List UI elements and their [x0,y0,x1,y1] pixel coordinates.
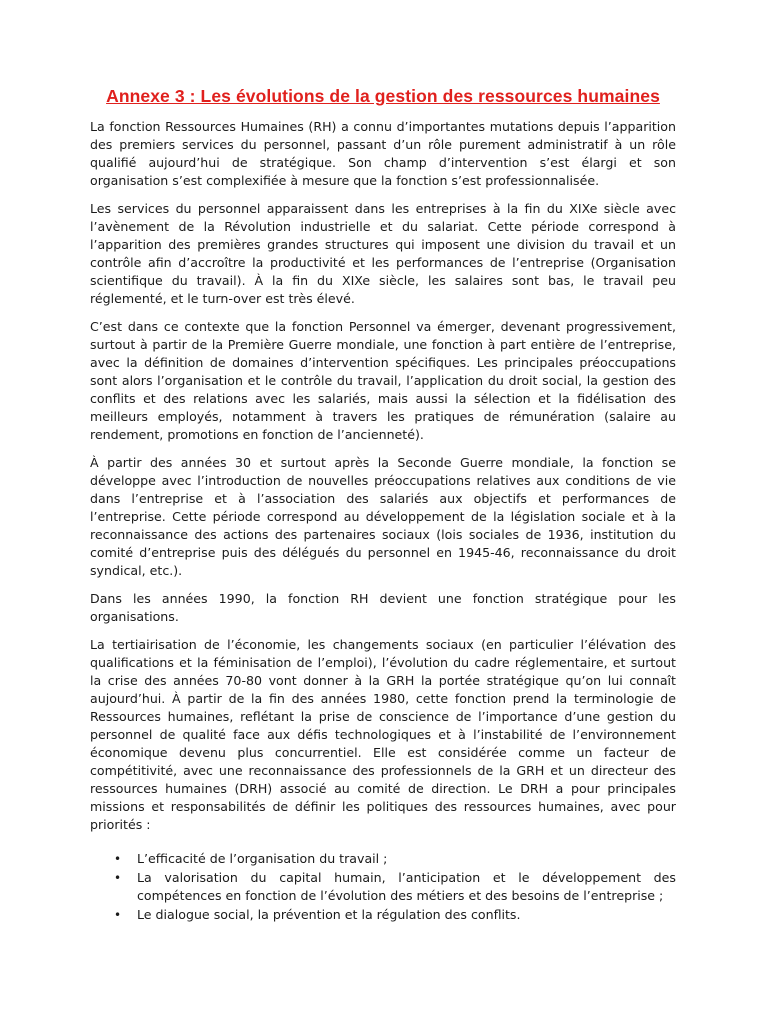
document-page [90,84,676,925]
list-item-text: La valorisation du capital humain, l’anticipation et le développement des compétences en fonction de l’évolution des métiers et des besoins de l’entreprise ; [137,870,676,903]
bullet-icon: • [114,908,122,922]
paragraph-fonction-personnel: C’est dans ce contexte que la fonction Personnel va émerger, devenant progressivement, surtout à partir de la Première Guerre mondiale, une fonction à part entière de l’entreprise, avec la définition de domaines d’intervention spécifiques. Les principales préoccupations sont alors l’organisation et le contrôle du travail, l’application du droit social, la gestion des conflits et des relations avec les salariés, mais aussi la sélection et la fidélisation des meilleurs employés, notamment à travers les pratiques de rémunération (salaire au rendement, promotions en fonction de l’ancienneté). [90,319,676,442]
paragraph-seconde-guerre: À partir des années 30 et surtout après la Seconde Guerre mondiale, la fonction se développe avec l’introduction de nouvelles préoccupations relatives aux conditions de vie dans l’entreprise et à l’association des salariés aux objectifs et performances de l’entreprise. Cette période correspond au développement de la législation sociale et à la reconnaissance des actions des partenaires sociaux (lois sociales de 1936, institution du comité d’entreprise puis des délégués du personnel en 1945-46, reconnaissance du droit syndical, etc.). [90,455,676,578]
document-title: Annexe 3 : Les évolutions de la gestion des ressources humaines [106,86,660,106]
paragraph-annees-1990: Dans les années 1990, la fonction RH devient une fonction stratégique pour les organisations. [90,591,676,624]
paragraph-tertiairisation: La tertiairisation de l’économie, les changements sociaux (en particulier l’élévation des qualifications et la féminisation de l’emploi), l’évolution du cadre réglementaire, et surtout la crise des années 70-80 vont donner à la GRH la portée stratégique qu’on lui connaît aujourd’hui. À partir de la fin des années 1980, cette fonction prend la terminologie de Ressources humaines, reflétant la prise de conscience de l’importance d’une gestion du personnel de qualité face aux défis technologiques et à l’instabilité de l’environnement économique devenu plus concurrentiel. Elle est considérée comme un facteur de compétitivité, avec une reconnaissance des professionnels de la GRH et un directeur des ressources humaines (DRH) associé au comité de direction. Le DRH a pour principales missions et responsabilités de définir les politiques des ressources humaines, avec pour priorités : [90,637,676,832]
paragraph-services-personnel: Les services du personnel apparaissent dans les entreprises à la fin du XIXe siècle avec l’avènement de la Révolution industrielle et du salariat. Cette période correspond à l’apparition des premières grandes structures qui imposent une division du travail et un contrôle afin d’accroître la productivité et les performances de l’entreprise (Organisation scientifique du travail). À la fin du XIXe siècle, les salaires sont bas, le travail peu réglementé, et le turn-over est très élevé. [90,201,676,306]
list-item-text: L’efficacité de l’organisation du travail ; [137,851,388,866]
list-item [90,906,676,924]
list-item [90,850,676,868]
list-item-text: Le dialogue social, la prévention et la régulation des conflits. [137,907,521,922]
bullet-icon: • [114,871,122,885]
bullet-icon: • [114,852,122,866]
paragraph-intro: La fonction Ressources Humaines (RH) a connu d’importantes mutations depuis l’apparition des premiers services du personnel, passant d’un rôle purement administratif à un rôle qualifié aujourd’hui de stratégique. Son champ d’intervention s’est élargi et son organisation s’est complexifiée à mesure que la fonction s’est professionnalisée. [90,119,676,188]
priorities-list [90,850,676,924]
list-item [90,869,676,905]
